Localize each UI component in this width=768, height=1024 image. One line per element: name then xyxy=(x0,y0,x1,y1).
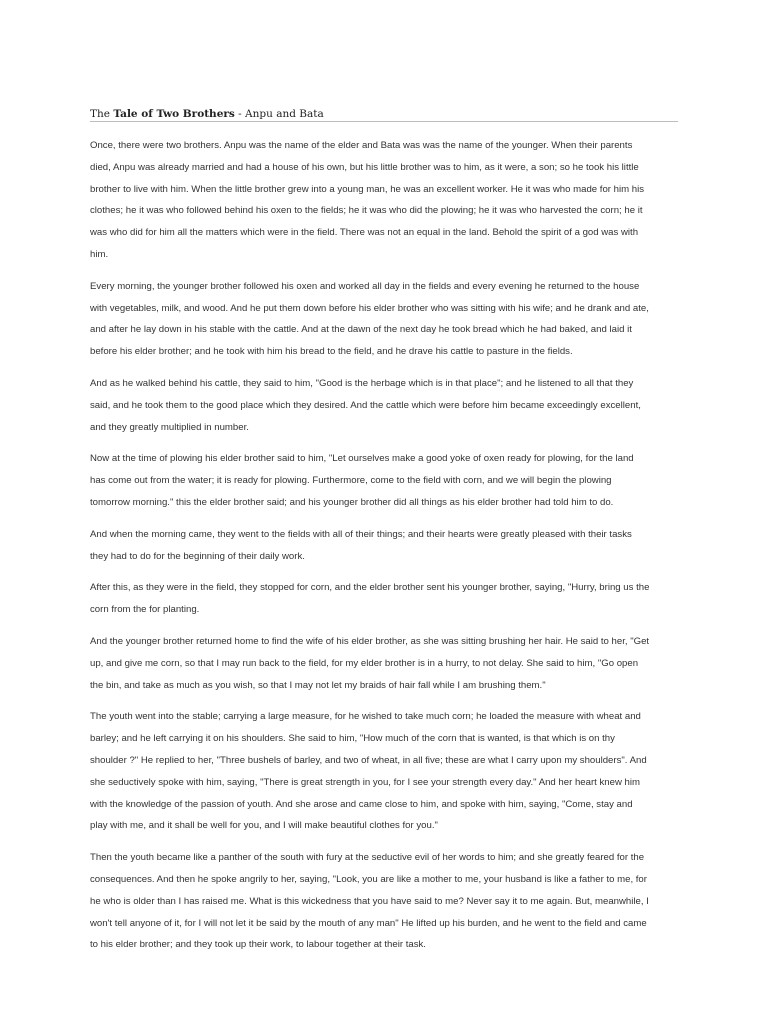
text-line: barley; and he left carrying it on his shoulders. She said to him, "How much of the corn that is wanted, is that which is on thy xyxy=(90,733,615,745)
title-prefix: The xyxy=(90,108,114,120)
paragraph xyxy=(90,847,690,956)
text-line: Then the youth became like a panther of the south with fury at the seductive evil of her words to him; and she greatly feared for the xyxy=(90,852,645,864)
text-line: before his elder brother; and he took with him his bread to the field, and he drave his cattle to pasture in the fields. xyxy=(90,346,573,358)
text-line: the bin, and take as much as you wish, so that I may not let my braids of hair fall while I am brushing them." xyxy=(90,679,546,691)
text-line: clothes; he it was who followed behind his oxen to the fields; he it was who did the plowing; he it was who harvested the corn; he it xyxy=(90,205,643,217)
paragraph xyxy=(90,135,690,266)
text-line: she seductively spoke with him, saying, "There is great strength in you, for I see your strength every day." And her heart knew him xyxy=(90,776,641,788)
text-line: play with me, and it shall be well for you, and I will make beautiful clothes for you." xyxy=(90,820,438,832)
text-line: And when the morning came, they went to the fields with all of their things; and their hearts were greatly pleased with their tasks xyxy=(90,528,632,540)
text-line: and they greatly multiplied in number. xyxy=(90,421,249,433)
text-line: brother to live with him. When the little brother grew into a young man, he was an excellent worker. He it was who made for him his xyxy=(90,183,645,195)
text-line: was who did for him all the matters which were in the field. There was not an equal in the land. Behold the spirit of a god was with xyxy=(90,227,639,239)
text-line: shoulder ?" He replied to her, "Three bushels of barley, and two of wheat, in all five; these are what I carry upon my shoulders". And xyxy=(90,754,647,766)
paragraph xyxy=(90,706,690,837)
document-body xyxy=(90,135,690,966)
title-suffix: - Anpu and Bata xyxy=(234,108,324,120)
text-line: he who is older than I has raised me. What is this wickedness that you have said to me? Never say it to me again. But, meanwhile, I xyxy=(90,895,649,907)
text-line: to his elder brother; and they took up their work, to labour together at their task. xyxy=(90,939,426,951)
text-line: corn from the for planting. xyxy=(90,604,200,616)
paragraph xyxy=(90,577,690,621)
text-line: with vegetables, milk, and wood. And he put them down before his elder brother who was sitting with his wife; and he drank and ate, xyxy=(90,302,649,314)
title-bold: Tale of Two Brothers xyxy=(113,108,235,120)
paragraph xyxy=(90,276,690,363)
text-line: Every morning, the younger brother followed his oxen and worked all day in the fields and every evening he returned to the house xyxy=(90,280,640,292)
text-line: and after he lay down in his stable with the cattle. And at the dawn of the next day he took bread which he had baked, and laid it xyxy=(90,324,632,336)
text-line: they had to do for the beginning of their daily work. xyxy=(90,550,305,562)
text-line: said, and he took them to the good place which they desired. And the cattle which were before him became exceedingly excellent, xyxy=(90,399,641,411)
text-line: with the knowledge of the passion of youth. And she arose and came close to him, and spoke with him, saying, "Come, stay and xyxy=(90,798,633,810)
text-line: up, and give me corn, so that I may run back to the field, for my elder brother is in a hurry, to not delay. She said to him, "Go open xyxy=(90,657,639,669)
text-line: Now at the time of plowing his elder brother said to him, "Let ourselves make a good yoke of oxen ready for plowing, for the land xyxy=(90,453,634,465)
text-line: tomorrow morning." this the elder brother said; and his younger brother did all things as his elder brother had told him to do. xyxy=(90,496,614,508)
text-line: After this, as they were in the field, they stopped for corn, and the elder brother sent his younger brother, saying, "Hurry, bring us the xyxy=(90,582,650,594)
paragraph xyxy=(90,448,690,513)
text-line: died, Anpu was already married and had a house of his own, but his little brother was to him, as it were, a son; so he took his little xyxy=(90,161,639,173)
document-title xyxy=(90,106,678,122)
text-line: him. xyxy=(90,248,109,260)
text-line: won't tell anyone of it, for I will not let it be said by the mouth of any man" He lifted up his burden, and he went to the field and came xyxy=(90,917,647,929)
text-line: The youth went into the stable; carrying a large measure, for he wished to take much corn; he loaded the measure with wheat and xyxy=(90,711,641,723)
paragraph xyxy=(90,524,690,568)
text-line: has come out from the water; it is ready for plowing. Furthermore, come to the field with corn, and we will begin the plowing xyxy=(90,475,612,487)
text-line: And as he walked behind his cattle, they said to him, "Good is the herbage which is in that place"; and he listened to all that they xyxy=(90,377,634,389)
text-line: consequences. And then he spoke angrily to her, saying, "Look, you are like a mother to me, your husband is like a father to me, for xyxy=(90,873,647,885)
paragraph xyxy=(90,631,690,696)
title-divider xyxy=(90,121,678,122)
text-line: And the younger brother returned home to find the wife of his elder brother, as she was sitting brushing her hair. He said to her, "Get xyxy=(90,635,650,647)
text-line: Once, there were two brothers. Anpu was the name of the elder and Bata was was the name of the younger. When their parents xyxy=(90,140,633,151)
paragraph xyxy=(90,373,690,438)
